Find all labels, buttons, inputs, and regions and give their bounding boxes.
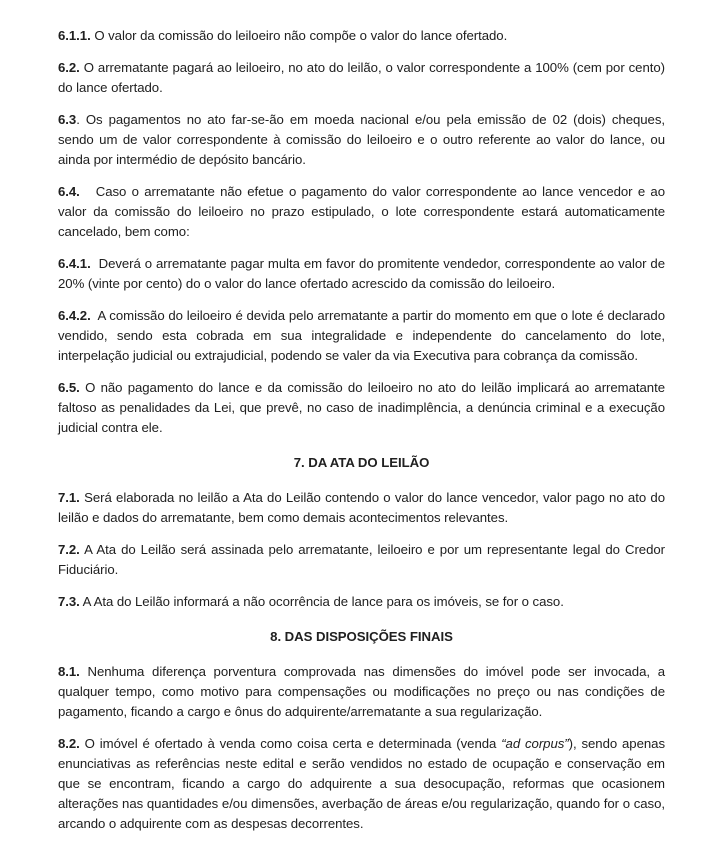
clause-number: 8.1.	[58, 664, 80, 679]
clause-number: 6.4.1.	[58, 256, 91, 271]
clause-6-2	[58, 58, 665, 98]
section-heading: 7. DA ATA DO LEILÃO	[293, 455, 430, 470]
clause-6-5	[58, 378, 665, 438]
clause-number: 7.3.	[58, 594, 80, 609]
clause-text: O imóvel é ofertado à venda como coisa certa e determinada (venda	[79, 736, 502, 751]
clause-text: Deverá o arrematante pagar multa em favor do promitente vendedor, correspondente ao valor de 20% (vinte por cento) do o valor do lance ofertado acrescido da comissão do leiloeiro.	[58, 256, 665, 291]
clause-text: Nenhuma diferença porventura comprovada nas dimensões do imóvel pode ser invocada, a qualquer tempo, como motivo para compensações ou modificações no preço ou nas condições de pagamento, ficando a cargo e ônus do adquirente/arrematante a sua regularização.	[58, 664, 665, 719]
clause-7-3	[58, 592, 665, 612]
clause-6-3	[58, 110, 665, 170]
section-heading: 8. DAS DISPOSIÇÕES FINAIS	[270, 629, 453, 644]
clause-number: 8.2.	[58, 736, 80, 751]
clause-number: 7.2.	[58, 542, 80, 557]
clause-text: O não pagamento do lance e da comissão do leiloeiro no ato do leilão implicará ao arrematante faltoso as penalidades da Lei, que prevê, no caso de inadimplência, a denúncia criminal e a execução judicial contra ele.	[58, 380, 665, 435]
clause-text: A Ata do Leilão informará a não ocorrência de lance para os imóveis, se for o caso.	[79, 594, 564, 609]
clause-6-1-1	[58, 26, 665, 46]
clause-number: 6.1.1.	[58, 28, 91, 43]
clause-7-2	[58, 540, 665, 580]
clause-number: 6.2.	[58, 60, 80, 75]
clause-text: A comissão do leiloeiro é devida pelo arrematante a partir do momento em que o lote é declarado vendido, sendo esta cobrada em sua integralidade e independente do cancelamento do lote, interpelação judicial ou extrajudicial, podendo se valer da via Executiva para cobrança da comissão.	[58, 308, 665, 363]
clause-7-1	[58, 488, 665, 528]
clause-6-4	[58, 182, 665, 242]
clause-text: Será elaborada no leilão a Ata do Leilão contendo o valor do lance vencedor, valor pago no ato do leilão e dados do arrematante, bem como demais acontecimentos relevantes.	[58, 490, 665, 525]
clause-text: ), sendo apenas enunciativas as referências neste edital e serão vendidos no estado de ocupação e conservação em que se encontram, ficando a cargo do adquirente a sua desocupação, reformas que ocasionem alterações nas quantidades e/ou dimensões, averbação de áreas e/ou regularização, quando for o caso, arcando o adquirente com as despesas decorrentes.	[58, 736, 665, 831]
clause-text: . Os pagamentos no ato far-se-ão em moeda nacional e/ou pela emissão de 02 (dois) cheques, sendo um de valor correspondente à comissão do leiloeiro e o outro referente ao valor do lance, ou ainda por intermédio de depósito bancário.	[58, 112, 665, 167]
document-body	[58, 26, 665, 834]
clause-8-1	[58, 662, 665, 722]
clause-text: O arrematante pagará ao leiloeiro, no ato do leilão, o valor correspondente a 100% (cem por cento) do lance ofertado.	[58, 60, 665, 95]
clause-text: Caso o arrematante não efetue o pagamento do valor correspondente ao lance vencedor e ao valor da comissão do leiloeiro no prazo estipulado, o lote correspondente estará automaticamente cancelado, bem como:	[58, 184, 665, 239]
clause-number: 6.4.2.	[58, 308, 91, 323]
clause-number: 7.1.	[58, 490, 80, 505]
clause-text-italic: “ad corpus”	[501, 736, 569, 751]
clause-6-4-2	[58, 306, 665, 366]
clause-number: 6.3	[58, 112, 77, 127]
clause-number: 6.4.	[58, 184, 80, 199]
clause-number: 6.5.	[58, 380, 80, 395]
clause-8-2	[58, 734, 665, 834]
clause-text: A Ata do Leilão será assinada pelo arrematante, leiloeiro e por um representante legal do Credor Fiduciário.	[58, 542, 665, 577]
clause-6-4-1	[58, 254, 665, 294]
clause-text: O valor da comissão do leiloeiro não compõe o valor do lance ofertado.	[90, 28, 508, 43]
